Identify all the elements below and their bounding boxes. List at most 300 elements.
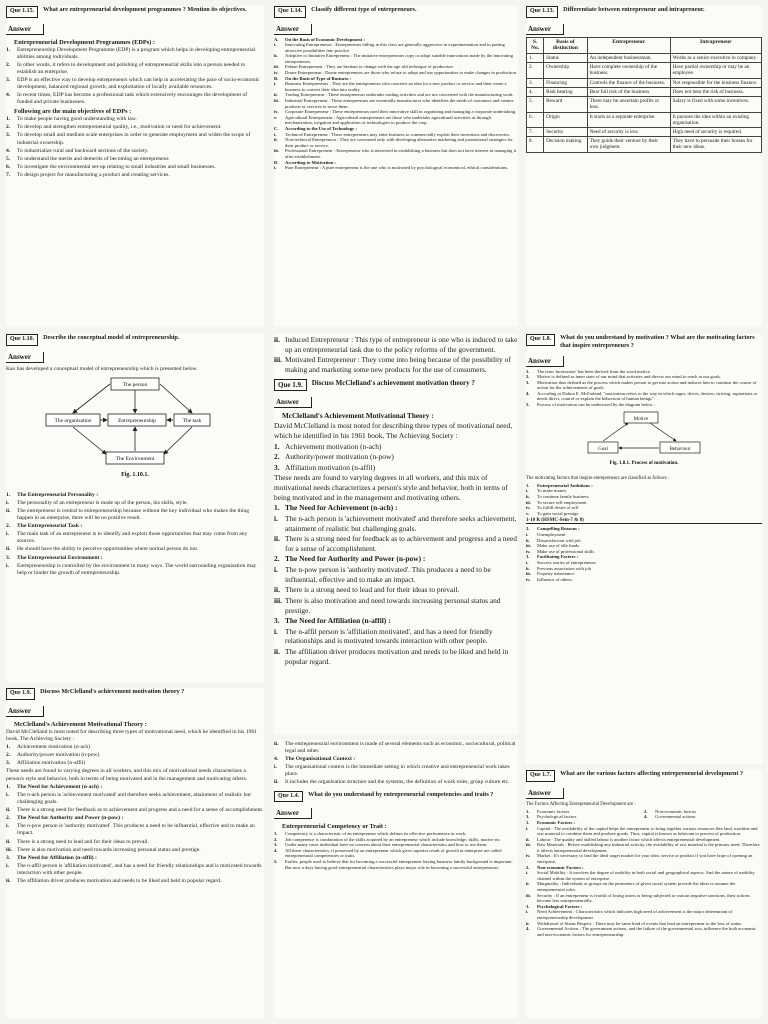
item-text: To secure self employment — [537, 499, 587, 505]
table-header-row — [527, 37, 762, 53]
list-item — [274, 596, 518, 615]
item-number: 2. — [6, 752, 11, 759]
item-number: iii. — [526, 499, 531, 505]
list-item — [274, 554, 518, 564]
item-text: The Need for Affiliation (n-affil) : — [285, 616, 391, 626]
item-number: iii. — [274, 98, 279, 104]
item-text: The entrepreneur is central to entrepreneurship because without the key individual who makes the thing happen in an enterprise, there will be no positive result. — [17, 507, 250, 522]
table-cell: Salary is fixed with some incentives. — [670, 97, 761, 112]
item-text: Achievement motivation (n-ach) — [17, 744, 91, 751]
item-number: i. — [274, 81, 277, 87]
panel-mcclelland — [6, 688, 264, 1018]
arrow — [650, 423, 676, 441]
question-text: Discuss McClelland's achievement motivation theory ? — [311, 378, 475, 387]
item-number: iii. — [526, 892, 531, 898]
list-item — [274, 534, 518, 553]
item-number: 3. — [6, 760, 11, 767]
table-row — [527, 97, 762, 112]
item-number: i. — [526, 488, 529, 494]
item-number: iii. — [274, 148, 279, 154]
question-text: What do you understand by motivation ? What are the motivating factors that inspire entrepreneurs ? — [560, 334, 755, 349]
item-text: To gain social prestige — [537, 510, 579, 516]
list — [6, 784, 264, 885]
item-text: There is also motivation and need towards increasing personal status and prestige. — [17, 846, 201, 853]
item-text: The personality of an entrepreneur is made up of the person, his skills, style. — [17, 499, 188, 506]
item-number: 2. — [526, 864, 530, 870]
list-item — [274, 616, 518, 626]
list-item — [274, 148, 518, 159]
list-item — [274, 764, 518, 778]
item-number: 1. — [526, 819, 530, 825]
item-number: 2. — [6, 815, 11, 822]
list — [6, 492, 264, 577]
item-number: i. — [526, 909, 529, 915]
question-header — [6, 6, 264, 18]
question-header — [6, 334, 264, 346]
item-text: To make money — [537, 488, 567, 494]
table-cell: Bear full risk of the business. — [587, 87, 670, 96]
question-header — [6, 688, 264, 700]
list-item — [6, 523, 264, 530]
list-item — [6, 500, 264, 507]
item-number: iv. — [526, 576, 531, 582]
list — [274, 503, 518, 666]
question-number: Que 1.10. — [6, 334, 38, 346]
list-item — [6, 508, 264, 522]
item-text: The Need for Authority and Power (n-pow) : — [285, 554, 426, 564]
item-number: 3. — [6, 854, 11, 861]
item-text: Professional Entrepreneur : Entrepreneur who is interested in establishing a business but does not have interest in managing it after establishment. — [285, 148, 517, 159]
item-text: Non-economic Factors : — [537, 864, 584, 870]
list-item — [274, 585, 518, 595]
question-text: What do you understand by entrepreneurial competencies and traits ? — [308, 790, 494, 798]
list-item — [526, 881, 762, 892]
item-number: 6. — [6, 163, 11, 170]
list-item — [526, 909, 762, 920]
item-number: 3. — [526, 554, 530, 560]
list-item — [6, 47, 264, 61]
question-header — [274, 379, 518, 392]
list-item — [274, 627, 518, 646]
question-number: Que 1.14. — [274, 6, 306, 18]
page-footer: 1-10 R (HSMC-Sem-7 & 8) — [526, 518, 762, 524]
table-cell: Have complete ownership of the business. — [587, 63, 670, 78]
item-number: i. — [274, 42, 277, 48]
item-text: EDP is an effective way to develop entrepreneurs which can help in accelerating the pace of socio-economic development, balanced regional growth, and exploitation of locally available resources. — [17, 76, 260, 90]
item-number: i. — [6, 823, 9, 830]
item-text: According to the Use of Technology : — [285, 126, 357, 131]
item-number: ii. — [526, 920, 530, 926]
item-text: The Organisational Context : — [285, 756, 356, 763]
list-item — [6, 563, 264, 577]
figure-caption: Fig. 1.10.1. — [121, 471, 149, 478]
answer-label: Answer — [274, 397, 312, 408]
figure-caption: Fig. 1.8.1. Process of motivation. — [609, 460, 679, 466]
item-text: On the Basis of Type of Business : — [285, 75, 352, 81]
item-number: 2. — [6, 523, 11, 530]
item-number: 1. — [526, 808, 530, 814]
table-cell: Ownership — [544, 63, 587, 78]
list — [526, 820, 762, 937]
item-text: Authority/power motivation (n-pow) — [17, 752, 100, 759]
list-item — [274, 779, 518, 786]
list-item — [274, 98, 518, 109]
question-text: Discuss McClelland's achievement motivation theory ? — [40, 688, 185, 695]
table-cell: There may be uncertain profits or loss. — [587, 97, 670, 112]
item-number: 2. — [526, 374, 530, 380]
item-text: The n-affil person is 'affiliation motivated', and has a need for friendly relationships and is motivated towards interaction with other people. — [285, 626, 493, 646]
item-number: ii. — [526, 494, 530, 500]
item-text: Authority/power motivation (n-pow) — [285, 452, 394, 462]
item-text: The entrepreneurial environment is made of several elements such as economic, sociocultural, political legal and other. — [285, 741, 516, 755]
item-text: Earlier, people used to believe that for becoming a successful entrepreneur having business family background is important. But now a days having good entrepreneurial characteristics plays major role in becoming a successful entrepreneurs. — [285, 859, 513, 870]
item-text: The main task of an entrepreneur is to identify and exploit those opportunities that may come from any sources. — [17, 531, 248, 545]
list-item — [274, 165, 518, 171]
item-number: iv. — [274, 109, 279, 115]
table-cell: Decision making — [544, 137, 587, 152]
answer-label: Answer — [6, 706, 44, 717]
list-item — [6, 807, 264, 814]
list-item — [526, 870, 762, 881]
item-text: Motive is defined as inner state of our mind that activates and directs our mind to reach at our goals. — [537, 374, 722, 380]
item-text: The n-pow person is 'authority motivated'. This produces a need to be influential, effective and to make an impact. — [285, 565, 491, 584]
item-number: 1. — [6, 46, 11, 53]
item-text: Unemployment — [537, 532, 566, 538]
item-number: 3. — [526, 379, 530, 385]
grid-item — [644, 814, 762, 820]
node-label: The person — [122, 381, 148, 388]
list-item — [274, 81, 518, 92]
item-number: iv. — [274, 70, 279, 76]
table-cell: 7. — [527, 128, 544, 137]
question-number: Que 1.8. — [526, 334, 555, 346]
list-item — [274, 647, 518, 666]
item-number: 7. — [6, 171, 11, 178]
list — [274, 442, 518, 473]
item-number: i. — [274, 565, 278, 574]
item-text: Raw Materials : Before establishing any industrial activity, the availability of raw material is the primary need. Therefore it affects entrepreneurial development. — [537, 842, 760, 853]
list-item — [274, 452, 518, 462]
item-text: Under many cases individual have no concern about their entrepreneurial characteristics and how to use them. — [285, 842, 488, 848]
item-number: A. — [274, 36, 279, 42]
question-number: Que 1.13. — [526, 6, 558, 18]
table-cell: Reward — [544, 97, 587, 112]
table-cell: They have to persuade their bosses for their new ideas. — [670, 137, 761, 152]
item-number: 1. — [526, 368, 530, 374]
item-text: Dissatisfaction with job — [537, 537, 581, 543]
list-item — [6, 760, 264, 767]
comparison-table — [526, 37, 762, 153]
item-text: Pure Entrepreneur : A pure entrepreneur is the one who is motivated by psychological economical, ethical considerations. — [285, 165, 509, 171]
item-number: 5. — [6, 155, 11, 162]
table-row — [527, 87, 762, 96]
list-item — [526, 380, 762, 391]
item-number: ii. — [526, 881, 530, 887]
item-number: iii. — [274, 595, 283, 605]
item-number: 3. — [274, 616, 280, 626]
node-label: Motive — [633, 416, 649, 422]
item-text: The Entrepreneurial Environment : — [17, 554, 103, 561]
item-text: Drone Entrepreneur : Drone entrepreneurs are those who refuse to adopt and use opportunities to make changes in production. — [285, 70, 518, 76]
item-number: 4. — [274, 756, 279, 763]
list-item — [6, 744, 264, 751]
table-cell: 4. — [527, 87, 544, 96]
list-item — [274, 565, 518, 584]
item-number: i. — [274, 131, 277, 137]
list-item — [274, 741, 518, 755]
item-number: i. — [526, 825, 529, 831]
item-number: D. — [274, 159, 279, 165]
item-text: The Need for Authority and Power (n-pow) : — [17, 815, 124, 822]
table-cell: 3. — [527, 78, 544, 87]
table-cell: 6. — [527, 112, 544, 127]
arrow — [603, 423, 628, 441]
question-text: What are entrepreneurial development programmes ? Mention its objectives. — [43, 6, 247, 13]
item-text: On the Basis of Economic Development : — [285, 36, 365, 42]
answer-label: Answer — [6, 352, 44, 363]
table-cell: Need of security is low. — [587, 128, 670, 137]
list-item — [526, 926, 762, 937]
arrow — [164, 427, 192, 454]
item-number: iv. — [526, 505, 531, 511]
item-text: Affiliation motivation (n-affil) — [17, 760, 86, 767]
table-cell: 8. — [527, 137, 544, 152]
item-number: i. — [274, 764, 277, 771]
item-text: Induced Entrepreneur : This type of entrepreneur is one who is induced to take up an entrepreneurial task due to the policy reforms of the government. — [285, 335, 518, 354]
question-text: Describe the conceptual model of entrepreneurship. — [43, 334, 180, 341]
answer-label: Answer — [274, 24, 312, 35]
item-number: 4. — [6, 147, 11, 154]
panel-mcclelland-large — [274, 334, 518, 734]
item-number: ii. — [274, 779, 279, 786]
table-row — [527, 112, 762, 127]
question-text: What are the various factors affecting entrepreneurial development ? — [560, 770, 744, 777]
list-item — [274, 42, 518, 53]
item-text: Psychological factors — [537, 814, 577, 820]
item-text: All these characteristics, if possessed by an entrepreneur which gives superior result of growth in enterprise are called entrepreneurial competencies or traits. — [285, 847, 502, 859]
table-cell: Have partial ownership or may be an employee. — [670, 63, 761, 78]
item-text: The n-ach person is 'achievement motivated' and therefore seeks achievement, attainment of realistic but challenging goals. — [17, 791, 251, 806]
question-header — [526, 334, 762, 350]
section-heading: Following are the main objectives of EDPs : — [14, 108, 132, 116]
item-number: iii. — [526, 571, 531, 577]
item-text: To make people having good understanding with law. — [17, 116, 137, 123]
item-number: i. — [274, 165, 277, 171]
list-item — [6, 546, 264, 553]
item-text: Compelling Reasons : — [537, 526, 580, 532]
item-text: Motivation thus defined as the process which makes person to get into action and induces him to continue the course of action for the achievements of goals. — [537, 379, 757, 391]
panel-edp — [6, 6, 264, 326]
list-item — [274, 463, 518, 473]
item-text: Innovating Entrepreneurs : Entrepreneurs falling in this class are generally aggressive in experimentation and in putting attractive possibilities into practice. — [285, 42, 505, 53]
item-text: Entrepreneurship is controlled by the environment in many ways. The world surrounding organisation may help or hinder the growth of entrepreneurship. — [17, 562, 257, 576]
item-text: Labour : The quality and skilled labour is another factor which affects entrepreneurial development. — [537, 836, 721, 842]
item-text: Success stories of entrepreneurs — [537, 560, 596, 566]
item-number: iii. — [526, 842, 531, 848]
item-text: Job competence is combination of the skills acquired by an entrepreneur which include knowledge, skills, motive etc. — [285, 836, 501, 842]
item-number: i. — [526, 870, 529, 876]
list-item — [6, 148, 264, 155]
list-item — [274, 859, 518, 870]
item-text: Capital : The availability of the capital helps the entrepreneur to bring together various resources like land, machine and raw material to combine them and produce goods. Thus, capital is known as lubricant to process of production. — [537, 825, 758, 837]
table-cell: 1. — [527, 53, 544, 62]
table-row — [527, 128, 762, 137]
item-number: i. — [6, 562, 9, 569]
item-text: It includes the organisation structure and the systems, the definition of work roles, group culture etc. — [285, 779, 510, 786]
panel-competencies — [274, 740, 518, 1018]
list-item — [6, 77, 264, 91]
item-number: 1. — [6, 491, 11, 498]
list-item — [6, 855, 264, 862]
item-number: 3. — [526, 903, 530, 909]
item-text: Business Entrepreneurs : They are the entrepreneurs who conceive an idea for a new product or service and then create a business to convert their idea into reality. — [285, 81, 507, 92]
item-text: The term 'motivation' has been derived from the word motive. — [537, 368, 651, 374]
item-number: ii. — [6, 807, 11, 814]
item-text: The n-pow person is 'authority motivated'. This produces a need to be influential, effective and to make an impact. — [17, 823, 255, 837]
list-item — [6, 116, 264, 123]
item-text: To continue family business — [537, 494, 589, 500]
item-text: Entrepreneurship Development Programme (EDP) is a program which helps in developing entrepreneurial abilities among individuals. — [17, 46, 256, 60]
item-number: 4. — [526, 390, 530, 396]
item-text: The n-ach person is 'achievement motivated' and therefore seeks achievement, attainment of realistic but challenging goals. — [285, 513, 517, 533]
item-text: There is a strong need for feedback as to achievement and progress and a need for a sense of accomplishment. — [17, 807, 264, 814]
item-number: iii. — [6, 846, 13, 853]
item-text: To develop small and medium scale enterprises in order to generate employment and widen the scope of industrial ownership. — [17, 132, 251, 146]
item-text: Affiliation motivation (n-affil) — [285, 462, 376, 472]
table-cell: High need of security is required. — [670, 128, 761, 137]
item-text: Agricultural Entrepreneur : Agricultural entrepreneurs are those who undertake agricultural activities as through mechanization, irrigation and application of technologies to produce the crop. — [285, 114, 491, 126]
item-number: 5. — [274, 859, 278, 865]
paragraph: These needs are found to varying degrees in all workers, and this mix of motivational needs characterizes a person's style and behavior, both in terms of being motivated and in the management and motivating others. — [6, 768, 248, 782]
question-number: Que 1.7. — [526, 770, 555, 782]
list-item — [6, 792, 264, 806]
panel-entrepreneur-types — [274, 6, 518, 326]
item-text: Motivated Entrepreneur : They come into being because of the possibility of making and marketing some new products for the use of consumers. — [285, 355, 511, 374]
item-number: 3. — [274, 842, 278, 848]
list-item — [6, 815, 264, 822]
item-number: v. — [526, 510, 530, 516]
item-text: Governmental actions — [655, 814, 696, 820]
item-text: To design project for manufacturing a product and creating services. — [17, 171, 170, 178]
list-item — [6, 878, 264, 885]
table-cell: It starts as a separate enterprise. — [587, 112, 670, 127]
item-text: To understand the merits and demerits of becoming an entrepreneur. — [17, 155, 170, 162]
factor-grid — [526, 809, 762, 820]
item-number: 2. — [274, 836, 278, 842]
item-number: iii. — [274, 355, 283, 365]
item-text: Market : It's necessary to find the ideal target market for your idea, service or product if you have hope of opening an enterprise. — [537, 853, 753, 865]
item-text: Technical Entrepreneur : These entrepreneurs may enter business to commercially exploit their inventions and discoveries. — [285, 131, 511, 137]
node-label: Goal — [598, 446, 608, 452]
table-row — [527, 78, 762, 87]
item-number: 1. — [6, 744, 11, 751]
table-row — [527, 53, 762, 62]
section-heading: Entrepreneurial Competency or Trait : — [282, 823, 387, 831]
intro-text: David McClelland is most noted for describing three types of motivational need, which he identified in his 1961 book, The Achieving Society : — [274, 421, 513, 440]
list-item — [6, 823, 264, 837]
item-text: The Entrepreneurial Task : — [17, 523, 83, 530]
item-number: 1. — [6, 116, 11, 123]
list — [526, 526, 762, 582]
panel-factors — [526, 770, 762, 1018]
list-item — [6, 164, 264, 171]
item-number: 4. — [274, 847, 278, 853]
table-cell: Financing — [544, 78, 587, 87]
item-number: v. — [274, 114, 278, 120]
item-text: To industrialize rural and backward sections of the society. — [17, 147, 149, 154]
table-cell: It pursues the idea within an existing organisation. — [670, 112, 761, 127]
answer-label: Answer — [526, 24, 564, 35]
item-text: There is a strong need to lead and for their ideas to prevail. — [285, 585, 460, 595]
paragraph: These needs are found to varying degrees in all workers, and this mix of motivational needs characterizes a person's style and behavior, both in terms of being motivated and in the management and motivating others. — [274, 473, 508, 502]
list-item — [526, 511, 762, 517]
item-text: To develop and strengthen entrepreneurial quality, i.e., motivation or need for achievement. — [17, 124, 222, 131]
list-item — [6, 839, 264, 846]
item-text: Corporate Entrepreneur : These entrepreneurs used their innovative skill in organizing and managing a corporate undertaking. — [285, 109, 517, 115]
motivation-process-diagram — [526, 408, 762, 470]
list — [526, 369, 762, 408]
item-number: ii. — [274, 585, 280, 595]
list-item — [6, 863, 264, 877]
item-number: 4. — [6, 92, 11, 99]
kao-model-diagram — [6, 374, 264, 486]
item-text: Trading Entrepreneur : These entrepreneurs undertake trading activities and are not concerned with the manufacturing work. — [285, 92, 514, 98]
item-number: ii. — [274, 53, 278, 59]
panel-motivation — [526, 334, 762, 764]
paragraph: The motivating factors that inspire entrepreneurs are classified as follows : — [526, 475, 670, 481]
list — [274, 831, 518, 870]
column-header: Entrepreneur — [587, 37, 670, 53]
question-header — [526, 6, 762, 18]
item-number: B. — [274, 75, 279, 81]
item-number: ii. — [526, 836, 530, 842]
node-label: Entrepreneurship — [118, 417, 156, 424]
list — [526, 483, 762, 517]
question-header — [526, 770, 762, 782]
item-number: ii. — [274, 92, 278, 98]
item-text: Competency is a characteristic of an entrepreneur which defines its effective performance in work. — [285, 831, 467, 837]
item-number: iv. — [526, 548, 531, 554]
arrow — [160, 384, 192, 413]
list-item — [274, 137, 518, 148]
section-heading: McClelland's Achievement Motivational Theory : — [14, 720, 147, 728]
item-number: 2. — [6, 61, 11, 68]
item-text: Influence of others. — [537, 576, 573, 582]
item-text: Withdrawal of Status Respect : There may be same kind of events that lead an entrepreneur to the loss of status. — [537, 920, 743, 926]
item-number: ii. — [274, 741, 279, 747]
item-number: 3. — [274, 462, 280, 472]
item-number: 4. — [526, 926, 530, 932]
list — [274, 37, 518, 171]
list — [274, 335, 518, 375]
item-number: 1. — [6, 783, 11, 790]
item-text: Marginality : Individuals or groups on the perimeters of given social system provide the ideas to assume the entrepreneurial roles. — [537, 881, 736, 893]
item-text: To fulfill desire of self — [537, 505, 579, 511]
item-number: i. — [274, 513, 278, 523]
item-number: 1. — [274, 831, 278, 837]
question-number: Que 1.9. — [6, 688, 35, 700]
node-label: The Environment — [115, 455, 155, 462]
question-text: Differentiate between entrepreneur and intrapreneur. — [563, 6, 705, 13]
list-item — [274, 756, 518, 763]
list — [6, 116, 264, 179]
item-number: iii. — [274, 64, 279, 70]
table-cell: An independent businessman. — [587, 53, 670, 62]
list-item — [274, 355, 518, 374]
table-row — [527, 63, 762, 78]
list-item — [526, 842, 762, 853]
item-text: He should have the ability to perceive opportunities where normal person do not. — [17, 546, 199, 553]
